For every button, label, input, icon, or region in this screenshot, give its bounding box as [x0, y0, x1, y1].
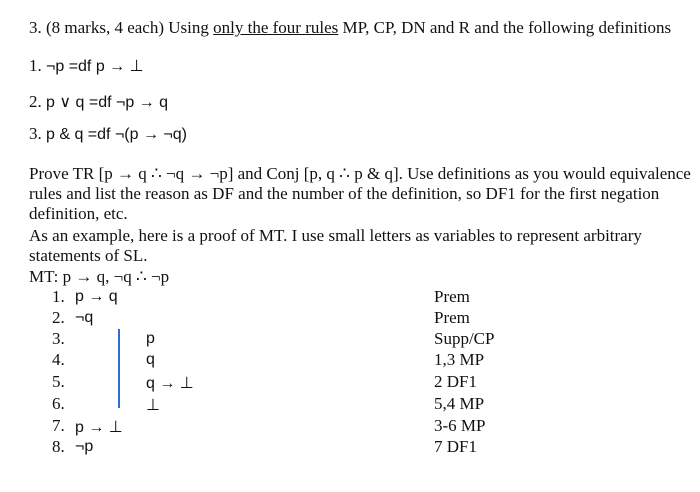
header-suffix: MP, CP, DN and R and the following definitions: [338, 18, 672, 37]
header-underlined: only the four rules: [213, 18, 339, 37]
question-header: [29, 18, 671, 38]
instructions-para-2: As an example, here is a proof of MT. I use small letters as variables to represent arbitrary statements of SL.: [29, 226, 642, 265]
definition-1: 1. ¬p =df p → ⊥: [29, 56, 144, 75]
example-title: MT: p → q, ¬q ∴ ¬p: [29, 267, 170, 286]
definition-2: 2. p ∨ q =df ¬p → q: [29, 92, 169, 111]
definition-3: 3. p & q =df ¬(p → ¬q): [29, 124, 187, 143]
instructions-para-1: Prove TR [p → q ∴ ¬q → ¬p] and Conj [p, q ∴ p & q]. Use definitions as you would equivalence rules and list the reason as DF and the number of the definition, so DF1 for the first negation definition, etc.: [29, 164, 691, 223]
header-prefix: 3. (8 marks, 4 each) Using: [29, 18, 214, 37]
subproof-bar: [118, 329, 120, 408]
